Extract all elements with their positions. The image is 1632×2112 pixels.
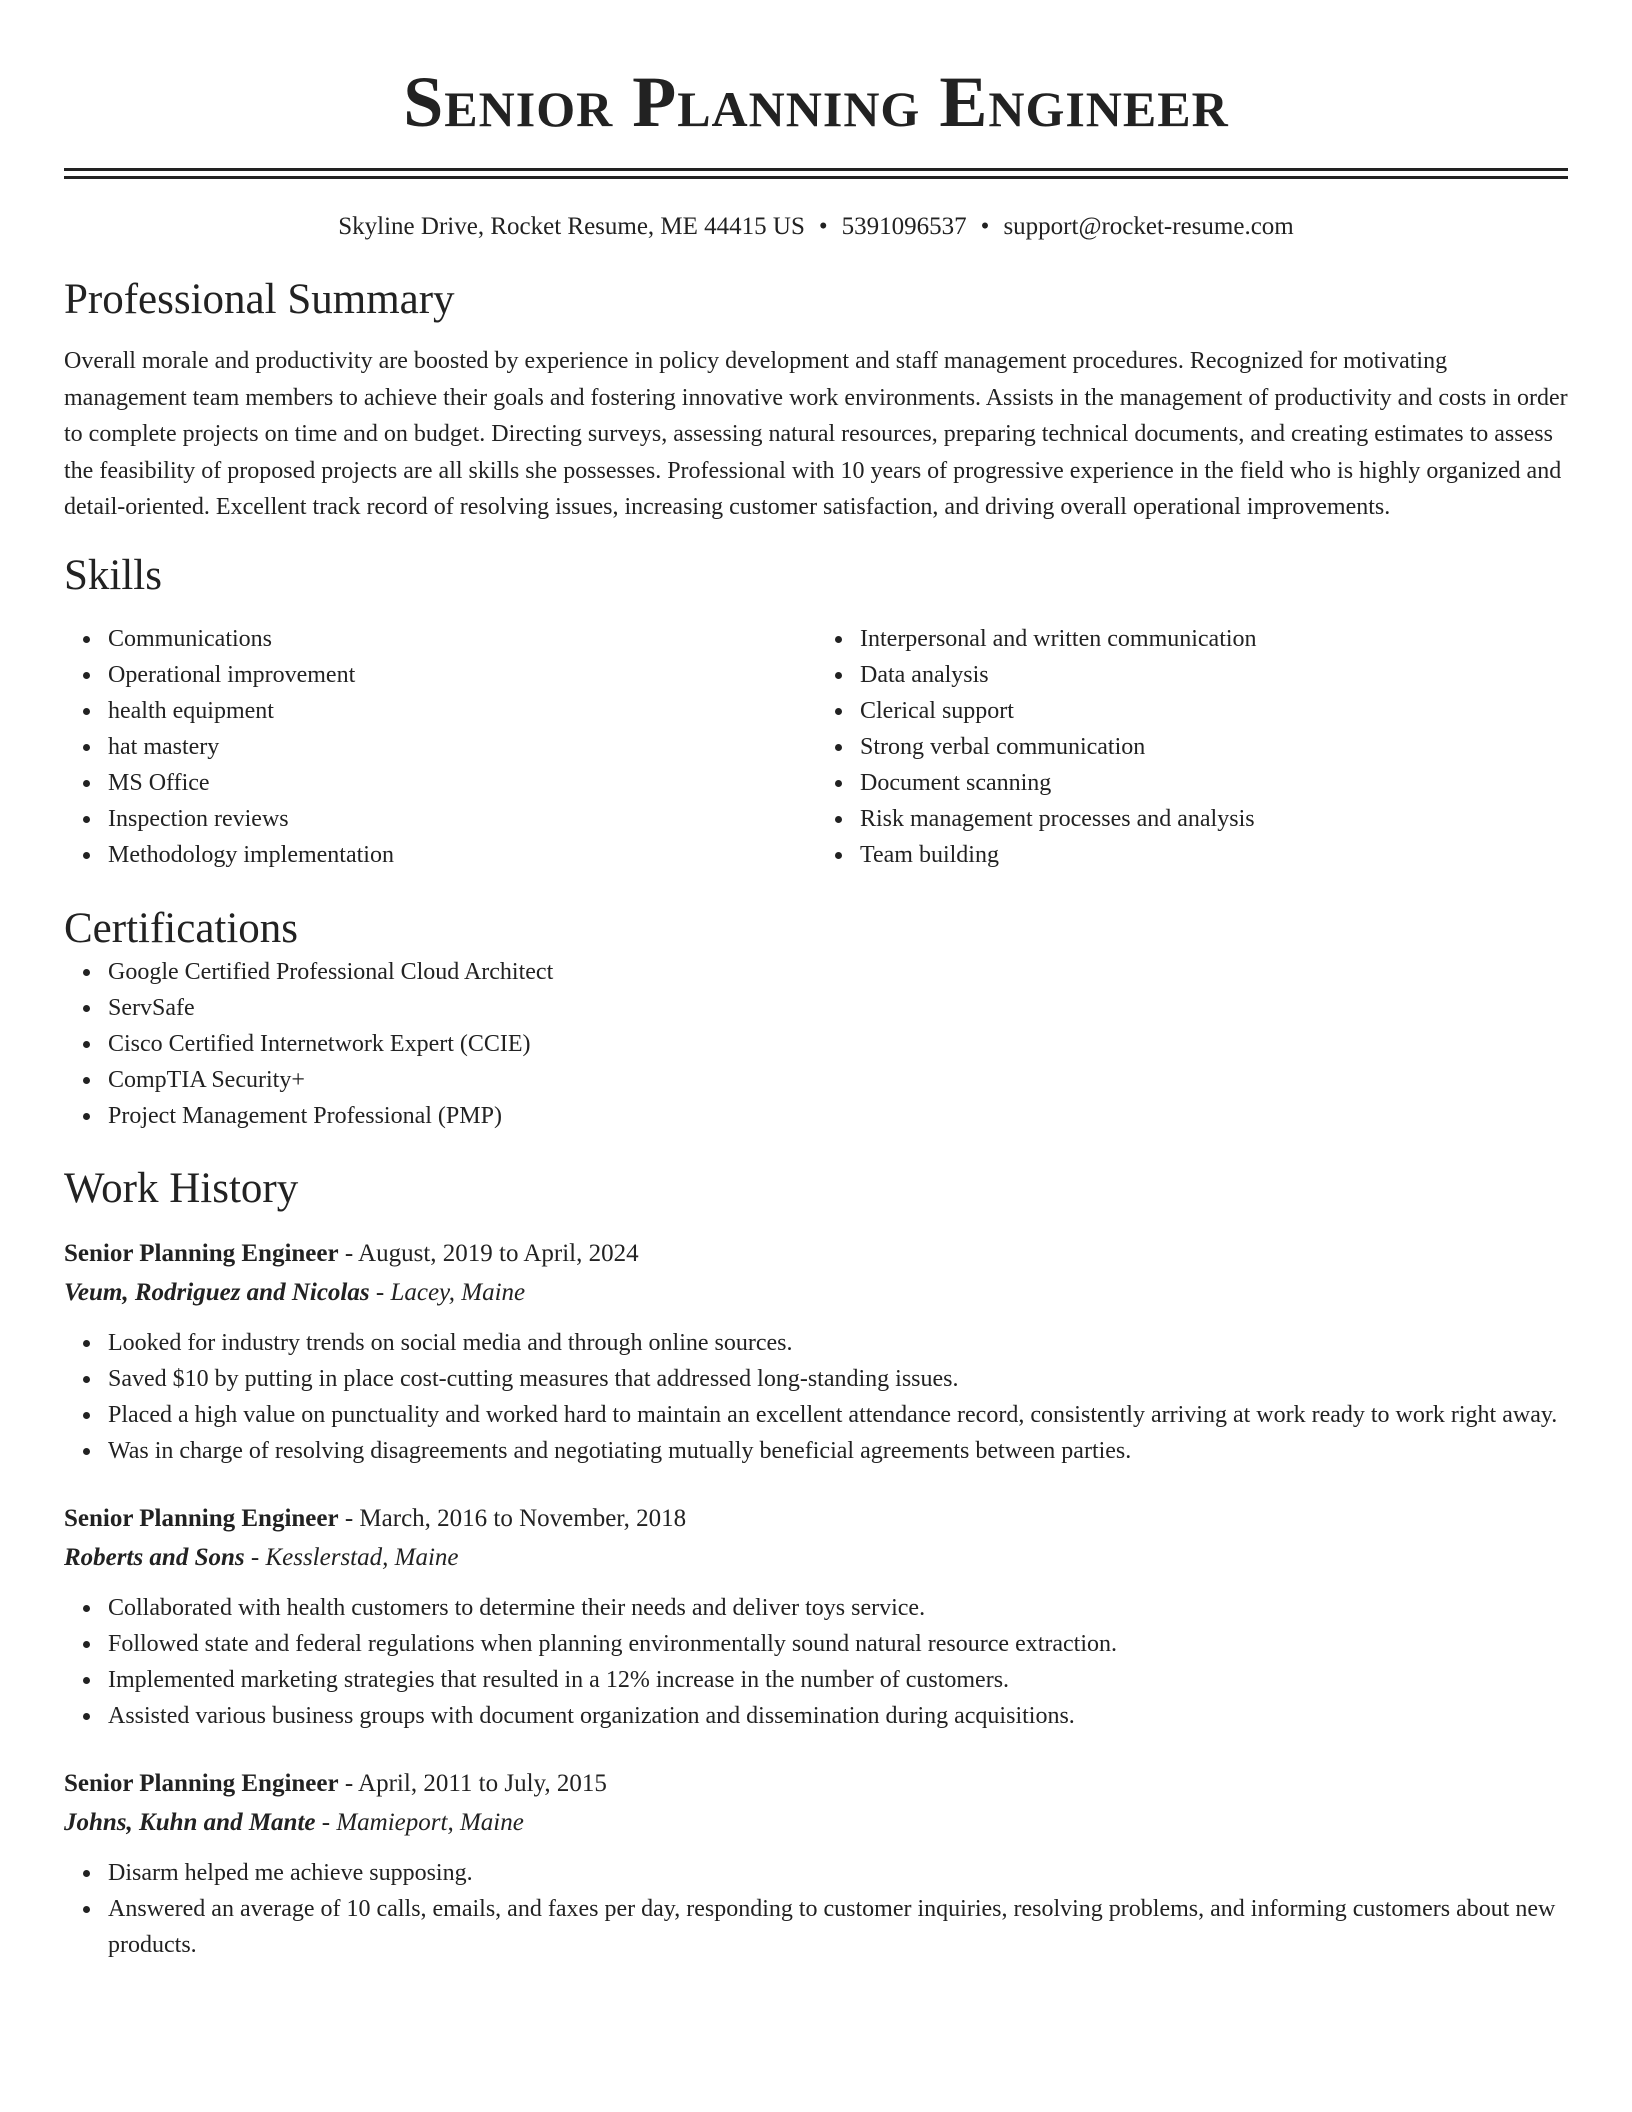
resume-title: Senior Planning Engineer [403,62,1229,142]
section-title-certifications: Certifications [64,904,299,952]
skill-item: MS Office [108,765,816,801]
job-employer: Johns, Kuhn and Mante - Mamieport, Maine [64,1808,524,1836]
skill-item: Clerical support [860,693,1568,729]
skills-list [64,621,1568,873]
job-company: Johns, Kuhn and Mante [64,1808,316,1836]
skills-column-right [816,621,1568,873]
job-dates: March, 2016 to November, 2018 [359,1504,687,1532]
skill-item: Data analysis [860,657,1568,693]
job-bullets [64,1590,1568,1734]
job-heading: Senior Planning Engineer - August, 2019 to April, 2024 [64,1239,639,1267]
job-company: Veum, Rodriguez and Nicolas [64,1278,370,1306]
job-location: Mamieport, Maine [336,1808,524,1836]
certification-item: CompTIA Security+ [108,1062,1568,1098]
skill-item: Operational improvement [108,657,816,693]
job-employer: Veum, Rodriguez and Nicolas - Lacey, Maine [64,1278,526,1306]
contact-address: Skyline Drive, Rocket Resume, ME 44415 US [338,213,805,240]
job-bullet: Followed state and federal regulations when planning environmentally sound natural resource extraction. [108,1626,1568,1662]
contact-separator: • [818,213,828,240]
job-location: Lacey, Maine [390,1278,526,1306]
contact-line [64,211,1568,243]
job-entry [64,1499,1568,1734]
job-bullet: Disarm helped me achieve supposing. [108,1855,1568,1891]
certification-item: Cisco Certified Internetwork Expert (CCIE) [108,1026,1568,1062]
job-bullet: Answered an average of 10 calls, emails, and faxes per day, responding to customer inquiries, resolving problems, and informing customers about new products. [108,1891,1568,1963]
skill-item: hat mastery [108,729,816,765]
job-role: Senior Planning Engineer [64,1239,339,1267]
job-heading: Senior Planning Engineer - April, 2011 to July, 2015 [64,1769,607,1797]
job-bullet: Looked for industry trends on social media and through online sources. [108,1325,1568,1361]
skill-item: Interpersonal and written communication [860,621,1568,657]
skill-item: Inspection reviews [108,801,816,837]
job-entry [64,1234,1568,1469]
skill-item: Communications [108,621,816,657]
contact-separator: • [980,213,990,240]
job-role: Senior Planning Engineer [64,1504,339,1532]
job-bullet: Assisted various business groups with document organization and dissemination during acquisitions. [108,1698,1568,1734]
job-employer: Roberts and Sons - Kesslerstad, Maine [64,1543,459,1571]
skill-item: Risk management processes and analysis [860,801,1568,837]
contact-email: support@rocket-resume.com [1003,213,1294,240]
certifications-list [64,954,1568,1134]
section-title-work-history: Work History [64,1164,299,1212]
job-heading: Senior Planning Engineer - March, 2016 to November, 2018 [64,1504,687,1532]
certification-item: Project Management Professional (PMP) [108,1098,1568,1134]
skill-item: Document scanning [860,765,1568,801]
section-title-skills: Skills [64,551,162,599]
job-dates: April, 2011 to July, 2015 [358,1769,607,1797]
skill-item: health equipment [108,693,816,729]
title-divider [64,168,1568,179]
job-bullets [64,1855,1568,1963]
job-bullet: Collaborated with health customers to determine their needs and deliver toys service. [108,1590,1568,1626]
section-title-summary: Professional Summary [64,276,455,323]
skill-item: Strong verbal communication [860,729,1568,765]
job-bullet: Saved $10 by putting in place cost-cutting measures that addressed long-standing issues. [108,1361,1568,1397]
certification-item: ServSafe [108,990,1568,1026]
skill-item: Team building [860,837,1568,873]
certification-item: Google Certified Professional Cloud Architect [108,954,1568,990]
job-location: Kesslerstad, Maine [265,1543,459,1571]
summary-text: Overall morale and productivity are boosted by experience in policy development and staff management procedures. Recognized for motivating management team members to achieve their goals and fostering innovative work environments. Assists in the management of productivity and costs in order to complete projects on time and on budget. Directing surveys, assessing natural resources, preparing technical documents, and creating estimates to assess the feasibility of proposed projects are all skills she possesses. Professional with 10 years of progressive experience in the field who is highly organized and detail-oriented. Excellent track record of resolving issues, increasing customer satisfaction, and driving overall operational improvements. [64,348,1568,520]
job-bullets [64,1325,1568,1469]
job-entry [64,1764,1568,1963]
skills-column-left [64,621,816,873]
job-dates: August, 2019 to April, 2024 [358,1239,639,1267]
job-bullet: Implemented marketing strategies that resulted in a 12% increase in the number of customers. [108,1662,1568,1698]
job-company: Roberts and Sons [64,1543,245,1571]
contact-phone: 5391096537 [841,213,967,240]
job-role: Senior Planning Engineer [64,1769,339,1797]
skill-item: Methodology implementation [108,837,816,873]
job-bullet: Was in charge of resolving disagreements and negotiating mutually beneficial agreements between parties. [108,1433,1568,1469]
job-bullet: Placed a high value on punctuality and worked hard to maintain an excellent attendance record, consistently arriving at work ready to work right away. [108,1397,1568,1433]
